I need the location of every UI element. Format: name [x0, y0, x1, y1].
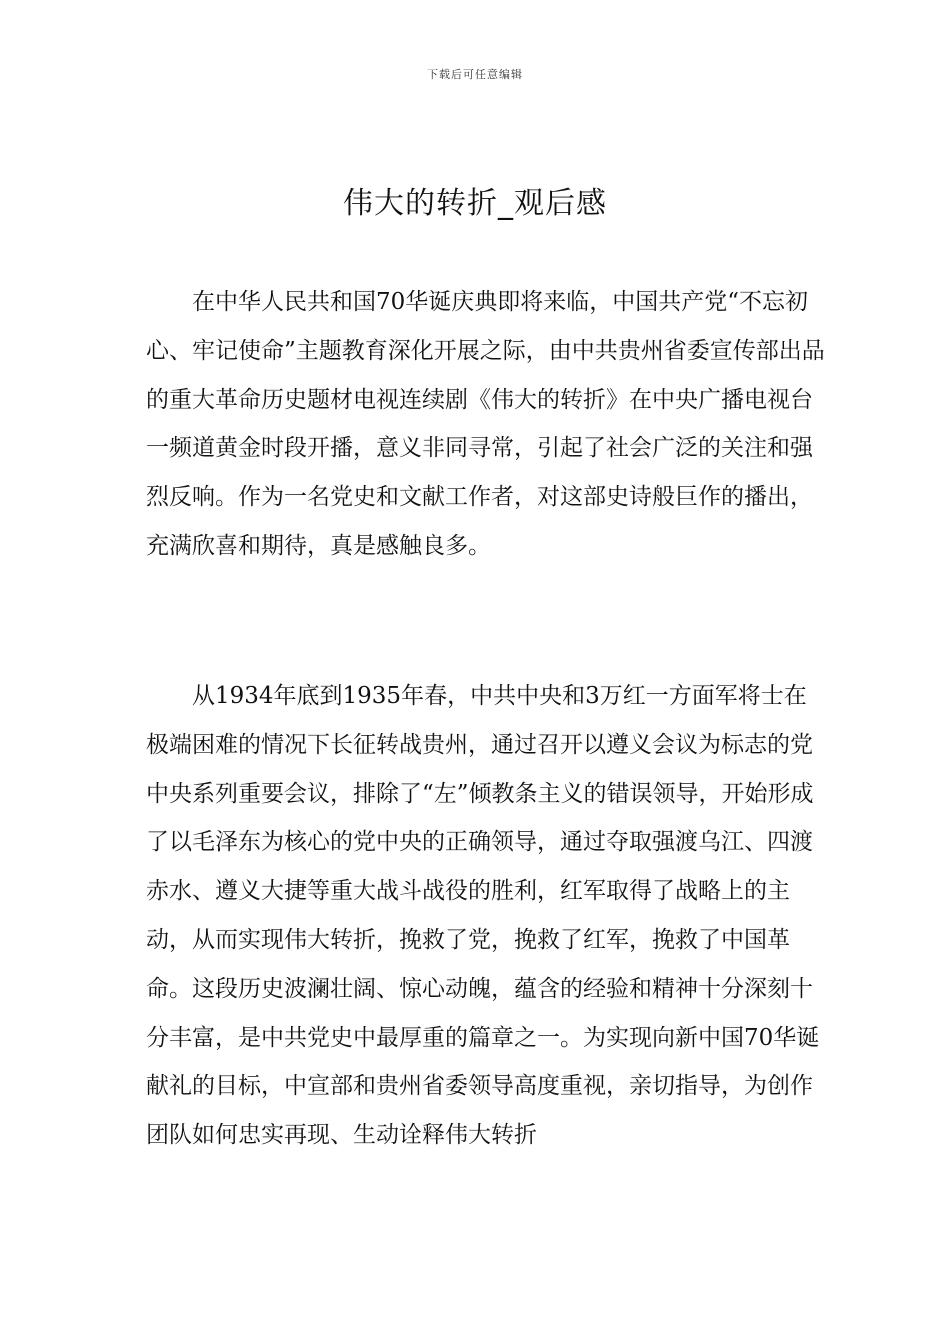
paragraph-text: 在中华人民共和国70华诞庆典即将来临，中国共产党“不忘初心、牢记使命”主题教育深化开展之际，由中共贵州省委宣传部出品的重大革命历史题材电视连续剧《伟大的转折》在中央广播电视台一频道黄金时段开播，意义非同寻常，引起了社会广泛的关注和强烈反响。作为一名党史和文献工作者，对这部史诗般巨作的播出，充满欣喜和期待，真是感触良多。: [146, 289, 825, 559]
paragraph-1: [146, 278, 826, 571]
paragraph-text: 从1934年底到1935年春，中共中央和3万红一方面军将士在极端困难的情况下长征转战贵州，通过召开以遵义会议为标志的党中央系列重要会议，排除了“左”倾教条主义的错误领导，开始形成了以毛泽东为核心的党中央的正确领导，通过夺取强渡乌江、四渡赤水、遵义大捷等重大战斗战役的胜利，红军取得了战略上的主动，从而实现伟大转折，挽救了党，挽救了红军，挽救了中国革命。这段历史波澜壮阔、惊心动魄，蕴含的经验和精神十分深刻十分丰富，是中共党史中最厚重的篇章之一。为实现向新中国70华诞献礼的目标，中宣部和贵州省委领导高度重视，亲切指导，为创作团队如何忠实再现、生动诠释伟大转折: [146, 683, 820, 1149]
header-note: 下载后可任意编辑: [427, 68, 523, 81]
page-title: 伟大的转折_观后感: [343, 186, 607, 221]
paragraph-2: [146, 672, 826, 1160]
